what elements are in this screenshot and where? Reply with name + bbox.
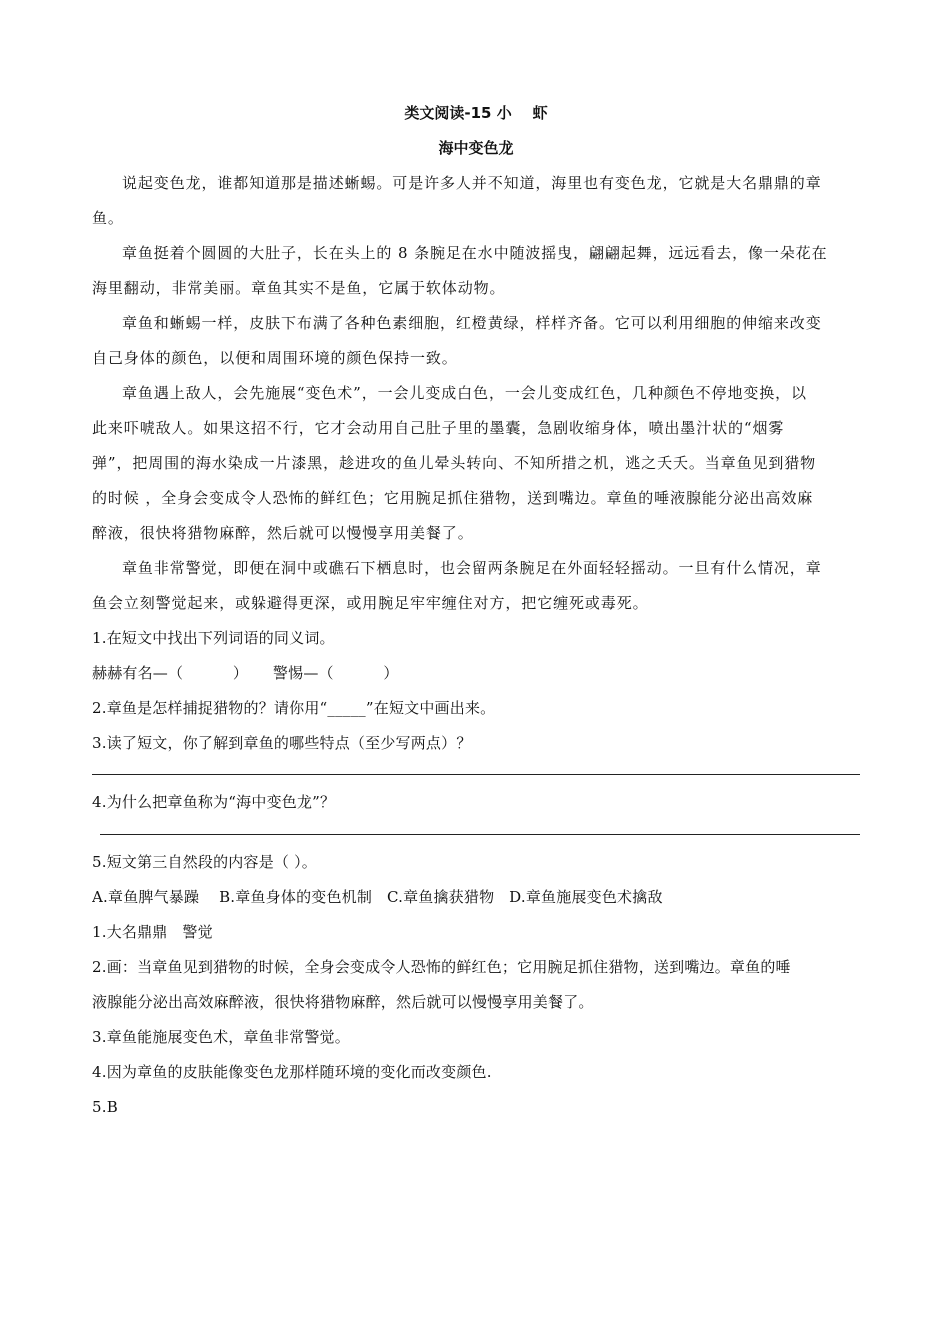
answer-line: 5.B (92, 1098, 118, 1116)
answer-section (92, 915, 860, 1125)
question-2: 2.章鱼是怎样捕捉猎物的？请你用“_____”在短文中画出来。 (92, 699, 496, 717)
passage-line: 海里翻动，非常美丽。章鱼其实不是鱼，它属于软体动物。 (92, 279, 506, 297)
passage-line: 说起变色龙，谁都知道那是描述蜥蜴。可是许多人并不知道，海里也有变色龙，它就是大名鼎鼎的章 (122, 174, 822, 192)
answer-line: 1.大名鼎鼎 警觉 (92, 923, 213, 941)
passage-line: 弹”，把周围的海水染成一片漆黑，趁进攻的鱼儿晕头转向、不知所措之机，逃之夭夭。当章鱼见到猎物 (92, 454, 817, 472)
question-4: 4.为什么把章鱼称为“海中变色龙”？ (92, 793, 336, 811)
passage-title: 海中变色龙 (438, 139, 514, 157)
passage-body (92, 166, 860, 621)
passage-line: 自己身体的颜色，以便和周围环境的颜色保持一致。 (92, 349, 458, 367)
answer-line: 2.画：当章鱼见到猎物的时候，全身会变成令人恐怖的鲜红色；它用腕足抓住猎物，送到嘴边。章鱼的唾 (92, 958, 791, 976)
passage-line: 此来吓唬敌人。如果这招不行，它才会动用自己肚子里的墨囊，急剧收缩身体，喷出墨汁状的“烟雾 (92, 419, 785, 437)
question-1: 1.在短文中找出下列词语的同义词。 (92, 629, 335, 647)
passage-line: 章鱼非常警觉，即便在洞中或礁石下栖息时，也会留两条腕足在外面轻轻摇动。一旦有什么情况，章 (122, 559, 822, 577)
answer-line: 液腺能分泌出高效麻醉液，很快将猎物麻醉，然后就可以慢慢享用美餐了。 (92, 993, 594, 1011)
answer-line: 4.因为章鱼的皮肤能像变色龙那样随环境的变化而改变颜色. (92, 1063, 492, 1081)
document-page (92, 96, 860, 1125)
question-3: 3.读了短文，你了解到章鱼的哪些特点（至少写两点）？ (92, 734, 472, 752)
passage-line: 章鱼遇上敌人，会先施展“变色术”，一会儿变成白色，一会儿变成红色，几种颜色不停地变换，以 (122, 384, 807, 402)
answer-line-q3 (92, 774, 860, 775)
answer-line: 3.章鱼能施展变色术，章鱼非常警觉。 (92, 1028, 350, 1046)
document-title: 类文阅读-15 小 虾 (404, 104, 548, 122)
passage-line: 醉液，很快将猎物麻醉，然后就可以慢慢享用美餐了。 (92, 524, 474, 542)
question-5-options: A.章鱼脾气暴躁 B.章鱼身体的变色机制 C.章鱼擒获猎物 D.章鱼施展变色术擒敌 (92, 888, 663, 906)
question-section (92, 621, 860, 915)
passage-line: 的时候 ，全身会变成令人恐怖的鲜红色；它用腕足抓住猎物，送到嘴边。章鱼的唾液腺能分泌出高效麻 (92, 489, 814, 507)
passage-line: 鱼会立刻警觉起来，或躲避得更深，或用腕足牢牢缠住对方，把它缠死或毒死。 (92, 594, 649, 612)
question-5: 5.短文第三自然段的内容是（ ）。 (92, 853, 317, 871)
passage-line: 章鱼挺着个圆圆的大肚子，长在头上的 8 条腕足在水中随波摇曳，翩翩起舞，远远看去，像一朵花在 (122, 244, 828, 262)
passage-line: 章鱼和蜥蜴一样，皮肤下布满了各种色素细胞，红橙黄绿，样样齐备。它可以利用细胞的伸缩来改变 (122, 314, 822, 332)
question-1-blanks: 赫赫有名—（ ） 警惕—（ ） (92, 664, 399, 682)
passage-line: 鱼。 (92, 209, 124, 227)
answer-line-q4 (100, 834, 860, 835)
